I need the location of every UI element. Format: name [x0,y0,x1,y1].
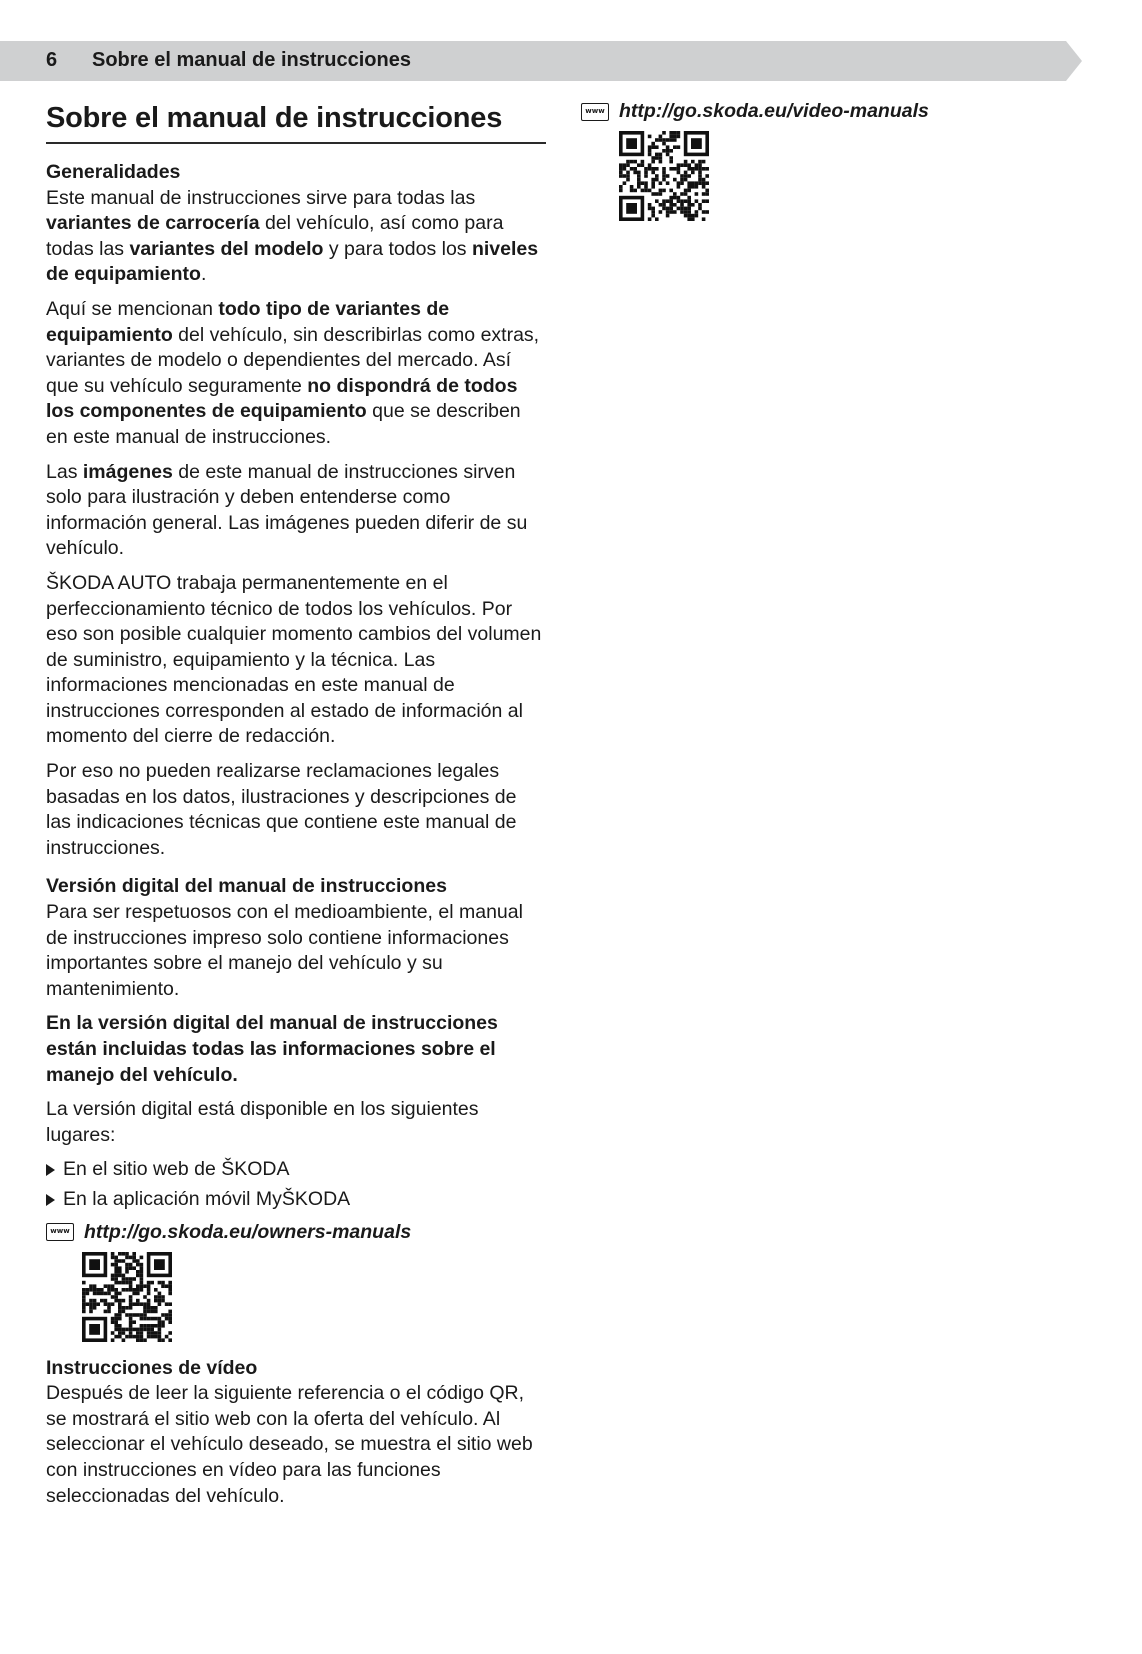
www-icon: www [46,1223,74,1241]
paragraph: Después de leer la siguiente referencia o el código QR, se mostrará el sitio web con la oferta del vehículo. Al seleccionar el vehículo deseado, se muestra el sitio web con instrucciones en vídeo para las funciones seleccionadas del vehículo. [46,1382,533,1507]
www-icon: www [581,103,609,121]
paragraph: La versión digital está disponible en los siguientes lugares: [46,1098,479,1146]
paragraph: Para ser respetuosos con el medioambiente, el manual de instrucciones impreso solo contiene informaciones importantes sobre el manejo del vehículo y su mantenimiento. [46,901,523,1000]
list-item [46,1157,546,1183]
left-column [46,96,546,1518]
paragraph: Por eso no pueden realizarse reclamaciones legales basadas en los datos, ilustraciones y descripciones de las indicaciones técnicas que contiene este manual de instrucciones. [46,760,517,859]
video-manual-qr-code[interactable] [619,131,709,221]
list-item-text: En la aplicación móvil MyŠKODA [63,1187,351,1210]
title-rule [46,142,546,144]
owners-manual-link[interactable]: http://go.skoda.eu/owners-manuals [84,1220,412,1243]
page-number: 6 [46,49,58,71]
owners-manual-qr-code[interactable] [82,1252,172,1342]
owners-manual-link-row[interactable] [46,1221,546,1244]
triangle-bullet-icon [46,1164,55,1176]
paragraph: ŠKODA AUTO trabaja permanentemente en el perfeccionamiento técnico de todos los vehículos. Por eso son posible cualquier momento cambios del volumen de suministro, equipamiento y la técnica. Las informaciones mencionadas en este manual de instrucciones corresponden al estado de información al momento del cierre de redacción. [46,571,542,748]
section-heading-generalidades: Generalidades [46,161,181,183]
right-column [581,100,1101,221]
running-title: Sobre el manual de instrucciones [92,49,411,71]
availability-list [46,1157,546,1212]
section-heading-version-digital: Versión digital del manual de instrucciones [46,875,447,898]
triangle-bullet-icon [46,1194,55,1206]
paragraph: Este manual de instrucciones sirve para todas las variantes de carrocería del vehículo, así como para todas las variantes del modelo y para todos los niveles de equipamiento. [46,186,539,286]
paragraph: Las imágenes de este manual de instrucciones sirven solo para ilustración y deben entenderse como información general. Las imágenes pueden diferir de su vehículo. [46,460,528,560]
video-manual-link[interactable]: http://go.skoda.eu/video-manuals [619,100,929,122]
page-title: Sobre el manual de instrucciones [46,102,503,134]
list-item-text: En el sitio web de ŠKODA [63,1158,290,1181]
list-item [46,1187,546,1213]
video-manual-link-row[interactable] [581,100,1101,123]
paragraph-bold: En la versión digital del manual de instrucciones están incluidas todas las informaciones sobre el manejo del vehículo. [46,1012,498,1086]
section-heading-instrucciones-video: Instrucciones de vídeo [46,1356,258,1379]
paragraph: Aquí se mencionan todo tipo de variantes de equipamiento del vehículo, sin describirlas como extras, variantes de modelo o dependientes del mercado. Así que su vehículo seguramente no dispondrá de todos los componentes de equipamiento que se describen en este manual de instrucciones. [46,297,540,448]
